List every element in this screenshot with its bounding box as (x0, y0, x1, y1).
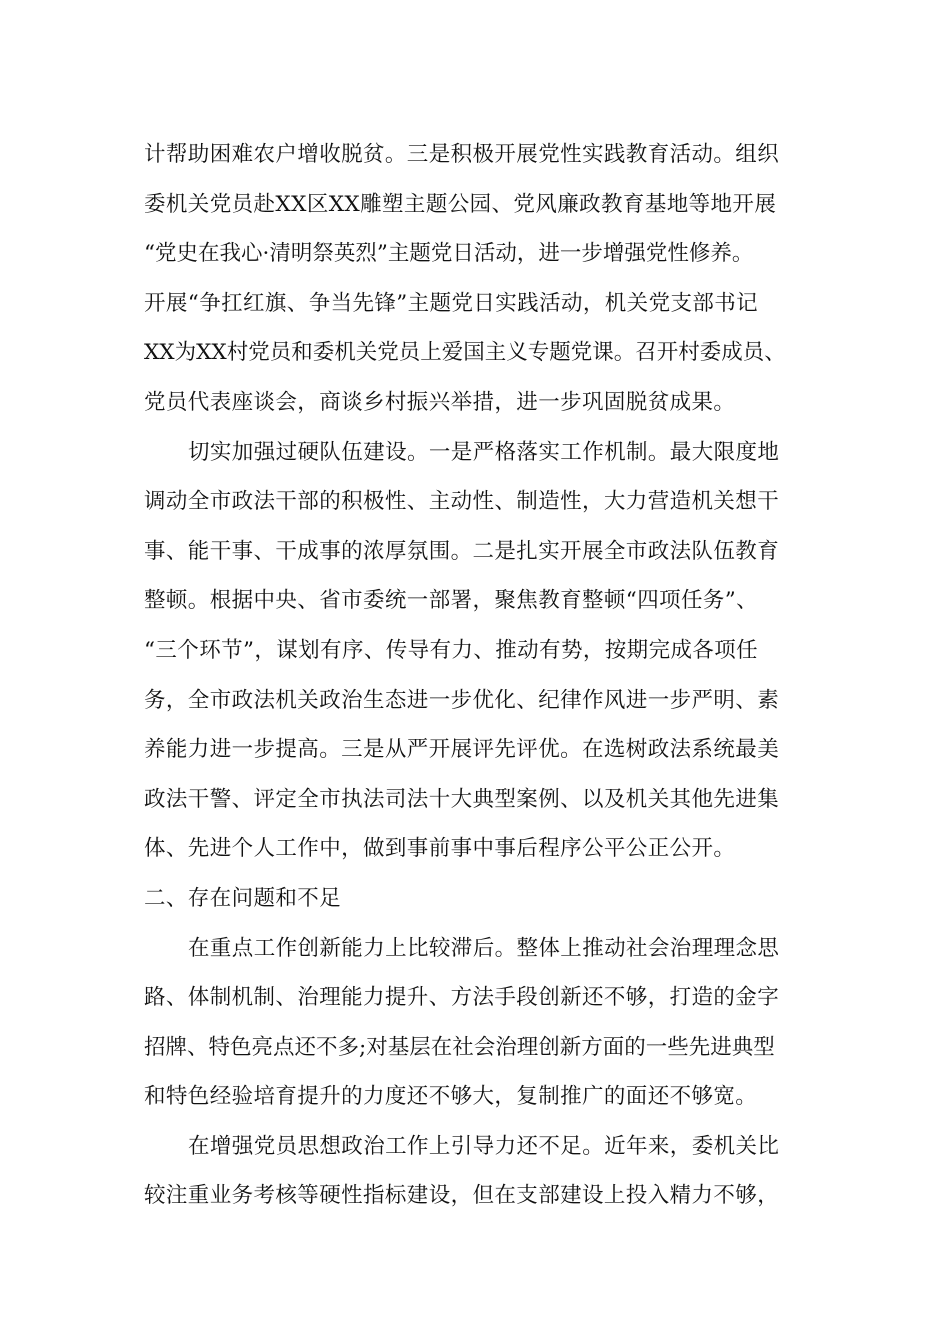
text-line: 事、能干事、干成事的浓厚氛围。二是扎实开展全市政法队伍教育 (144, 538, 780, 564)
text-line: 计帮助困难农户增收脱贫。三是积极开展党性实践教育活动。组织 (144, 142, 780, 167)
text-line: 较注重业务考核等硬性指标建设，但在支部建设上投入精力不够， (144, 1183, 780, 1209)
text-line: “三个环节”，谋划有序、传导有力、推动有势，按期完成各项任 (144, 637, 759, 663)
text-line: XX为XX村党员和委机关党员上爱国主义专题党课。召开村委成员、 (144, 340, 786, 366)
paragraph-start-line: 在重点工作创新能力上比较滞后。整体上推动社会治理理念思 (188, 935, 780, 961)
text-line: 体、先进个人工作中，做到事前事中事后程序公平公正公开。 (144, 836, 736, 862)
body-text (144, 130, 824, 1221)
text-line: 路、体制机制、治理能力提升、方法手段创新还不够，打造的金字 (144, 985, 780, 1011)
text-line: 党员代表座谈会，商谈乡村振兴举措，进一步巩固脱贫成果。 (144, 389, 736, 415)
text-line: 政法干警、评定全市执法司法十大典型案例、以及机关其他先进集 (144, 786, 780, 812)
text-line: 整顿。根据中央、省市委统一部署，聚焦教育整顿“四项任务”、 (144, 588, 759, 614)
text-line: 和特色经验培育提升的力度还不够大，复制推广的面还不够宽。 (144, 1084, 758, 1110)
text-line: 调动全市政法干部的积极性、主动性、制造性，大力营造机关想干 (144, 489, 780, 515)
section-heading: 二、存在问题和不足 (144, 885, 342, 911)
paragraph-start-line: 切实加强过硬队伍建设。一是严格落实工作机制。最大限度地 (188, 439, 780, 465)
text-line: 养能力进一步提高。三是从严开展评先评优。在选树政法系统最美 (144, 737, 780, 763)
text-line: 开展“争扛红旗、争当先锋”主题党日实践活动，机关党支部书记 (144, 290, 759, 316)
text-line: “党史在我心·清明祭英烈”主题党日活动，进一步增强党性修养。 (144, 241, 754, 267)
paragraph-start-line: 在增强党员思想政治工作上引导力还不足。近年来，委机关比 (188, 1133, 780, 1159)
text-line: 招牌、特色亮点还不多;对基层在社会治理创新方面的一些先进典型 (144, 1034, 775, 1060)
text-line: 务，全市政法机关政治生态进一步优化、纪律作风进一步严明、素 (144, 687, 780, 713)
text-line: 委机关党员赴XX区XX雕塑主题公园、党风廉政教育基地等地开展 (144, 191, 777, 217)
